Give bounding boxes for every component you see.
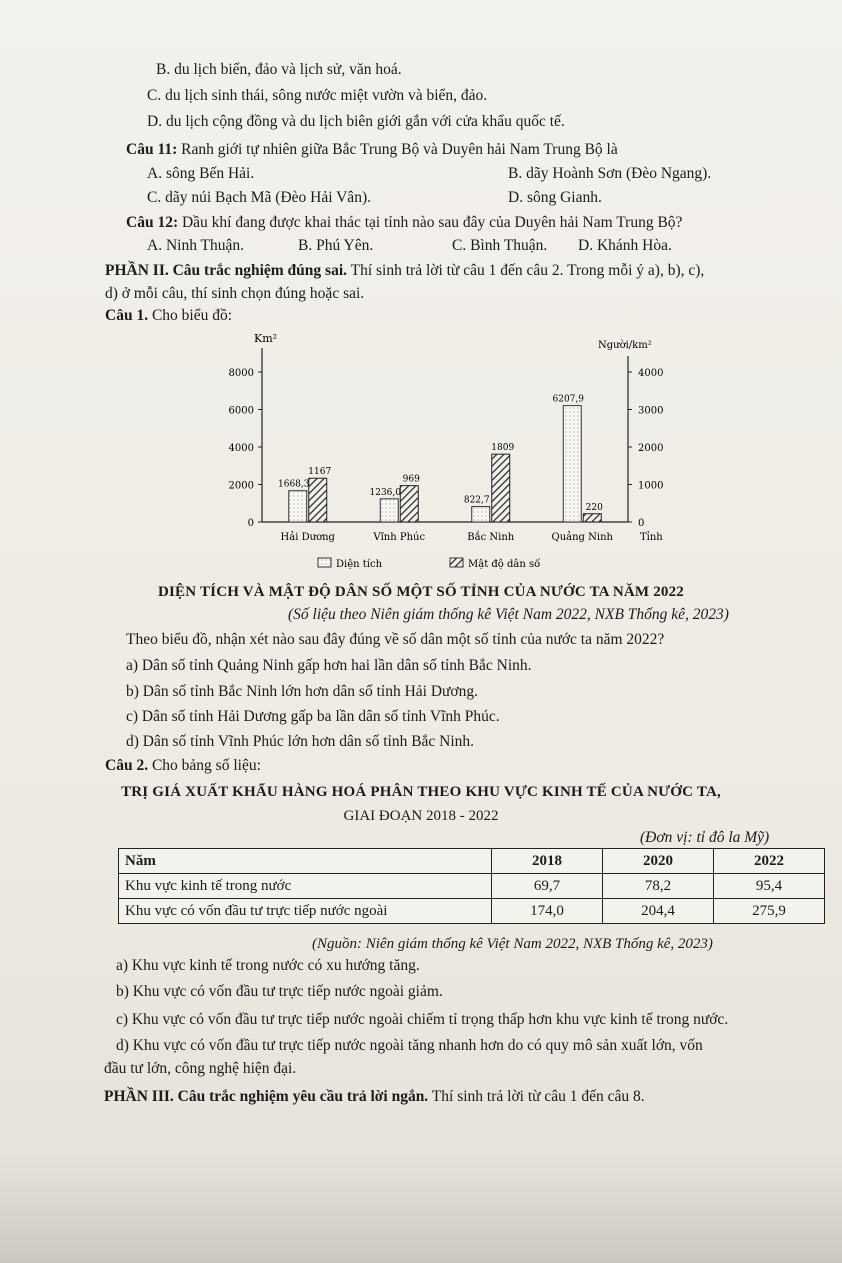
option-d-top: D. du lịch cộng đồng và du lịch biên giới gắn với cửa khẩu quốc tế.: [147, 113, 565, 130]
left-tick-label: 0: [247, 518, 254, 529]
table-header-2022: 2022: [714, 849, 825, 874]
table-header-row: [119, 849, 825, 874]
q12-option-a: A. Ninh Thuận.: [147, 237, 245, 254]
right-tick-label: 1000: [638, 480, 664, 492]
question-11-text: Ranh giới tự nhiên giữa Bắc Trung Bộ và Duyên hải Nam Trung Bộ là: [181, 141, 618, 158]
bar-area-value: 822,7: [463, 495, 490, 506]
bar-area-value: 1236,0: [369, 487, 401, 498]
q11-option-a: A. sông Bến Hải.: [147, 165, 255, 182]
bar-area: [289, 491, 307, 522]
question-1-label: Câu 1.: [105, 307, 149, 324]
q1-statement-d: d) Dân số tỉnh Vĩnh Phúc lớn hơn dân số tỉnh Bắc Ninh.: [126, 733, 475, 750]
bar-density: [309, 478, 327, 522]
q11-option-b: B. dãy Hoành Sơn (Đèo Ngang).: [508, 165, 712, 182]
bar-area: [380, 499, 398, 522]
q11-option-c: C. dãy núi Bạch Mã (Đèo Hải Vân).: [147, 189, 371, 206]
left-axis-ticks: [229, 368, 262, 529]
table-cell: 275,9: [714, 899, 825, 924]
question-12-text: Dầu khí đang được khai thác tại tỉnh nào sau đây của Duyên hải Nam Trung Bộ?: [181, 214, 683, 231]
table-cell: 204,4: [603, 899, 714, 924]
right-tick-label: 0: [638, 518, 645, 529]
legend-label-area: Diện tích: [336, 559, 383, 570]
question-1-prompt: Theo biểu đồ, nhận xét nào sau đây đúng về số dân một số tỉnh của nước ta năm 2022?: [126, 631, 665, 648]
question-2: [105, 756, 261, 776]
right-axis-ticks: [628, 368, 663, 529]
question-2-label: Câu 2.: [105, 757, 149, 774]
table-cell: Khu vực có vốn đầu tư trực tiếp nước ngoài: [119, 899, 492, 924]
chart-source: (Số liệu theo Niên giám thống kê Việt Nam 2022, NXB Thống kê, 2023): [288, 606, 729, 623]
q2-statement-a: a) Khu vực kinh tế trong nước có xu hướng tăng.: [116, 957, 420, 974]
chart-title: DIỆN TÍCH VÀ MẬT ĐỘ DÂN SỐ MỘT SỐ TỈNH CỦA NƯỚC TA NĂM 2022: [157, 584, 685, 600]
bar-density: [400, 486, 418, 522]
q1-statement-c: c) Dân số tỉnh Hải Dương gấp ba lần dân số tỉnh Vĩnh Phúc.: [126, 708, 500, 725]
category-label: Quảng Ninh: [551, 532, 613, 543]
right-axis-unit: Người/km²: [598, 340, 652, 351]
question-11-label: Câu 11:: [126, 141, 178, 158]
part-3-intro: [104, 1087, 645, 1107]
chart-category-labels: [281, 531, 614, 543]
question-12-label: Câu 12:: [126, 214, 179, 231]
table-title-line-1: TRỊ GIÁ XUẤT KHẨU HÀNG HOÁ PHÂN THEO KHU VỰC KINH TẾ CỦA NƯỚC TA,: [121, 784, 721, 800]
category-label: Vĩnh Phúc: [373, 532, 426, 543]
table-header-2020: 2020: [603, 849, 714, 874]
bottom-shadow: [0, 1153, 842, 1263]
q12-option-b: B. Phú Yên.: [298, 237, 374, 254]
part-2-text: Thí sinh trả lời từ câu 1 đến câu 2. Trong mỗi ý a), b), c),: [350, 262, 705, 279]
category-label: Hải Dương: [280, 532, 335, 543]
bar-density: [492, 454, 510, 522]
table-unit: (Đơn vị: tỉ đô la Mỹ): [640, 829, 770, 846]
table-row: [119, 874, 825, 899]
question-1-part-2: [105, 306, 232, 326]
chart-legend: [318, 558, 541, 570]
part-2-heading: PHẦN II. Câu trắc nghiệm đúng sai.: [105, 262, 347, 279]
table-cell: Khu vực kinh tế trong nước: [119, 874, 492, 899]
question-2-text: Cho bảng số liệu:: [151, 757, 261, 774]
part-3-heading: PHẦN III. Câu trắc nghiệm yêu cầu trả lời ngắn.: [104, 1088, 429, 1105]
bar-area: [472, 507, 490, 522]
table-cell: 78,2: [603, 874, 714, 899]
bar-density-value: 1167: [308, 467, 332, 478]
q11-option-d: D. sông Gianh.: [508, 189, 602, 206]
q2-statement-c: c) Khu vực có vốn đầu tư trực tiếp nước ngoài chiếm tỉ trọng thấp hơn khu vực kinh tế trong nước.: [116, 1011, 729, 1028]
table-title-line-2: GIAI ĐOẠN 2018 - 2022: [343, 808, 499, 824]
q2-statement-d-cont: đầu tư lớn, công nghệ hiện đại.: [104, 1060, 297, 1077]
q1-statement-a: a) Dân số tỉnh Quảng Ninh gấp hơn hai lần dân số tỉnh Bắc Ninh.: [126, 657, 532, 674]
bar-area-value: 6207,9: [552, 394, 584, 405]
right-tick-label: 2000: [638, 443, 664, 454]
export-value-table: [118, 848, 825, 924]
bar-area-value: 1668,3: [278, 479, 310, 490]
q2-statement-d: d) Khu vực có vốn đầu tư trực tiếp nước ngoài tăng nhanh hơn do có quy mô sản xuất lớn, vốn: [116, 1037, 703, 1054]
left-tick-label: 8000: [228, 368, 254, 379]
legend-label-density: Mật độ dân số: [468, 559, 541, 570]
legend-swatch-density: [450, 558, 463, 567]
chart-bars: [289, 406, 602, 522]
table-header-year: Năm: [119, 849, 492, 874]
part-3-text: Thí sinh trả lời từ câu 1 đến câu 8.: [431, 1088, 645, 1105]
combo-bar-chart: [200, 326, 700, 576]
left-tick-label: 2000: [228, 480, 254, 492]
question-12: [126, 213, 682, 233]
left-tick-label: 4000: [228, 443, 254, 454]
option-b-top: B. du lịch biển, đảo và lịch sử, văn hoá.: [156, 61, 402, 78]
part-2-intro: [105, 261, 704, 281]
x-axis-label: Tỉnh: [640, 532, 663, 543]
option-c-top: C. du lịch sinh thái, sông nước miệt vườn và biển, đảo.: [147, 87, 488, 104]
table-cell: 69,7: [492, 874, 603, 899]
bar-density-value: 1809: [491, 443, 515, 454]
question-11: [126, 140, 618, 160]
table-row: [119, 899, 825, 924]
table-source: (Nguồn: Niên giám thống kê Việt Nam 2022, NXB Thống kê, 2023): [312, 936, 713, 952]
q12-option-c: C. Bình Thuận.: [452, 237, 548, 254]
q2-statement-b: b) Khu vực có vốn đầu tư trực tiếp nước ngoài giảm.: [116, 983, 443, 1000]
bar-area: [563, 406, 581, 522]
right-tick-label: 3000: [638, 405, 664, 417]
legend-swatch-area: [318, 558, 331, 567]
q12-option-d: D. Khánh Hòa.: [578, 237, 672, 254]
part-2-text-2: d) ở mỗi câu, thí sinh chọn đúng hoặc sai.: [105, 285, 365, 302]
question-1-text: Cho biểu đồ:: [151, 307, 233, 324]
bar-density-value: 220: [585, 502, 603, 513]
left-axis-unit: Km²: [254, 332, 278, 345]
left-tick-label: 6000: [228, 405, 254, 417]
table-cell: 174,0: [492, 899, 603, 924]
table-header-2018: 2018: [492, 849, 603, 874]
bar-density: [583, 514, 601, 522]
bar-density-value: 969: [402, 474, 420, 485]
category-label: Bắc Ninh: [467, 532, 515, 543]
right-tick-label: 4000: [638, 368, 664, 379]
table-cell: 95,4: [714, 874, 825, 899]
q1-statement-b: b) Dân số tỉnh Bắc Ninh lớn hơn dân số tỉnh Hải Dương.: [126, 683, 478, 700]
